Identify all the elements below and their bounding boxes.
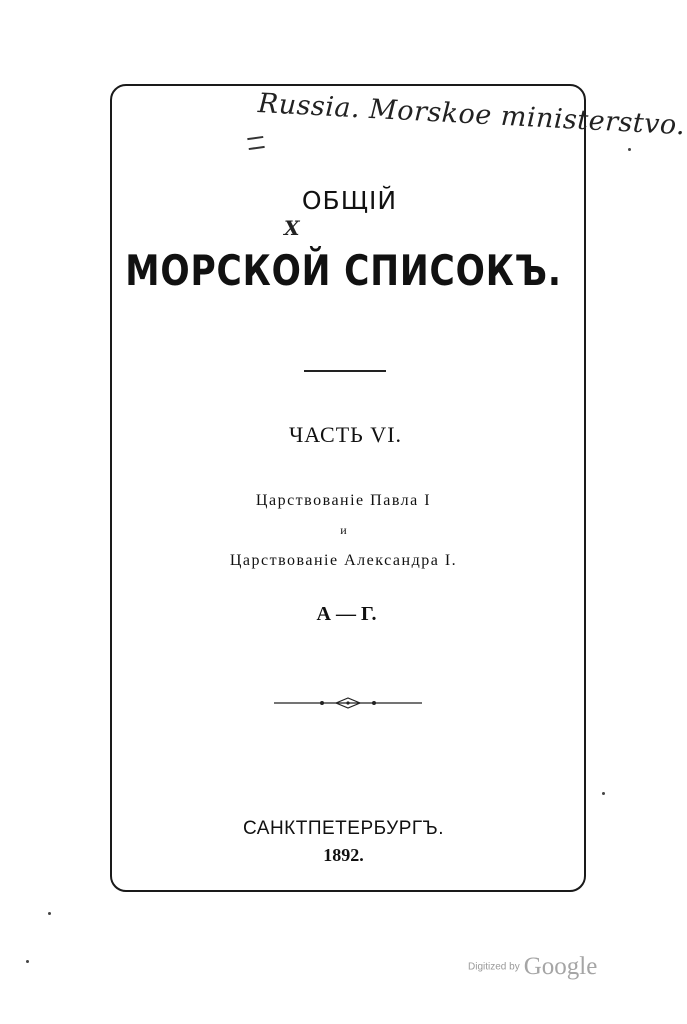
scan-speck (628, 148, 631, 151)
google-logo-text: Google (523, 953, 598, 980)
title-line-1: ОБЩІЙ (301, 186, 398, 215)
title-line-2: МОРСКОЙ СПИСОКЪ. (125, 246, 562, 295)
handwritten-insert-mark: X (284, 216, 300, 240)
part-heading: ЧАСТЬ VI. (288, 422, 403, 447)
imprint-year: 1892. (323, 845, 364, 865)
digitized-by-google-watermark (468, 953, 597, 981)
reign-paul: Царствованіе Павла I (255, 492, 432, 509)
scan-speck (48, 912, 51, 915)
handwritten-double-underline (247, 136, 265, 150)
scan-speck (602, 792, 605, 795)
reign-alexander: Царствованіе Александра I. (229, 552, 458, 569)
imprint-city: САНКТПЕТЕРБУРГЪ. (242, 818, 445, 839)
handwritten-catalog-note: Russia. Morskoe ministerstvo. (257, 88, 687, 142)
decorative-ornament-rule (274, 696, 422, 710)
watermark-prefix: Digitized by (468, 961, 520, 973)
reign-conjunction: и (340, 523, 347, 537)
scan-speck (26, 960, 29, 963)
title-divider-rule (304, 370, 386, 372)
letter-range: А — Г. (316, 603, 377, 625)
